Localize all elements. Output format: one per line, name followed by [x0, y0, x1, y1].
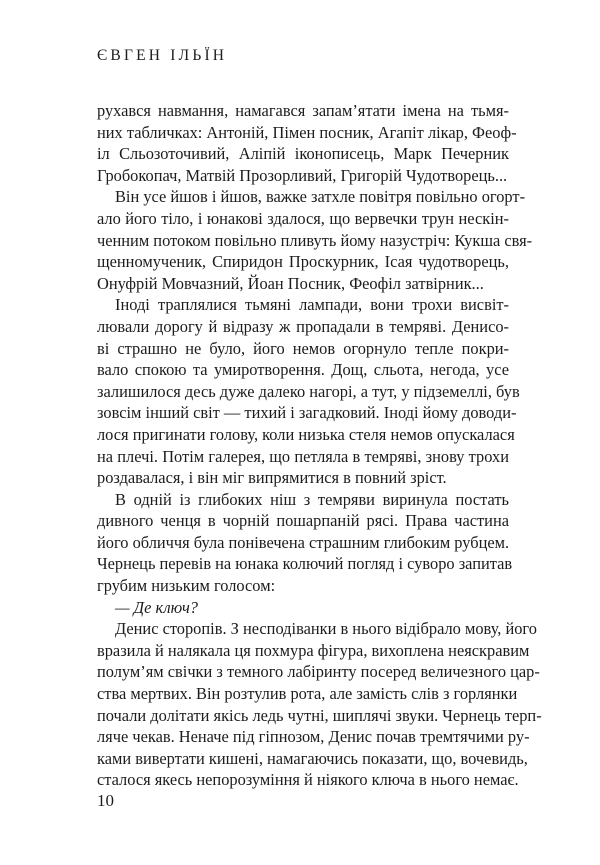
text-line: ства мертвих. Він розтулив рота, але замість слів з горлянки — [97, 684, 518, 704]
paragraph — [97, 489, 513, 597]
text-line: вало спокою та умиротворення. Дощ, сльота, негода, усе — [97, 360, 509, 380]
text-line: Онуфрій Мовчазний, Йоан Посник, Феофіл затвірник... — [97, 273, 484, 293]
text-line: Денис сторопів. З несподіванки в нього відібрало мову, його — [115, 619, 537, 639]
text-line: зовсім інший світ — тихий і загадковий. Іноді йому доводи- — [97, 403, 517, 423]
text-line: Чернець перевів на юнака колючий погляд і суворо запитав — [97, 554, 513, 574]
text-line: сталося якесь непорозуміння й ніякого ключа в нього немає. — [97, 770, 519, 790]
text-line: роздавалася, і він міг випрямитися в повний зріст. — [97, 468, 447, 488]
text-line: вразила й налякала ця похмура фігура, вихоплена неяскравим — [97, 640, 530, 660]
text-line: — Де ключ? — [115, 597, 198, 617]
paragraph — [97, 100, 517, 186]
text-line: ками вивертати кишені, намагаючись показати, що, вочевидь, — [97, 748, 528, 768]
body-text — [97, 100, 542, 791]
text-line: щенномученик, Спиридон Проскурник, Ісая чудотворець, — [97, 252, 509, 272]
text-line: Він усе йшов і йшов, важке затхле повітря повільно огорт- — [115, 187, 526, 207]
text-line: Іноді траплялися тьмяні лампади, вони трохи висвіт- — [115, 295, 509, 315]
text-line: лювали дорогу й відразу ж пропадали в темряві. Денисо- — [97, 316, 509, 336]
text-line: лося пригинати голову, коли низька стеля немов опускалася — [97, 424, 515, 444]
paragraph — [97, 294, 520, 488]
text-line: рухався навмання, намагався запам’ятати імена на тьмя- — [97, 101, 509, 120]
text-line: Гробокопач, Матвій Прозорливий, Григорій Чудотворець... — [97, 165, 508, 185]
text-line: ляче чекав. Неначе під гіпнозом, Денис почав тремтячими ру- — [97, 727, 530, 747]
running-head: ЄВГЕН ІЛЬЇН — [97, 47, 228, 64]
paragraph — [97, 618, 542, 791]
text-line: на плечі. Потім галерея, що петляла в темряві, знову трохи — [97, 446, 509, 466]
page-number: 10 — [97, 791, 114, 810]
text-line: дивного ченця в чорній пошарпаній рясі. Права частина — [97, 511, 509, 531]
text-line: ало його тіло, і юнакові здалося, що вервечки трун нескін- — [97, 208, 509, 228]
text-line: ченним потоком повільно пливуть йому назустріч: Кукша свя- — [97, 230, 533, 250]
text-line: грубим низьким голосом: — [97, 576, 276, 596]
text-line: іл Сльозоточивий, Аліпій іконописець, Марк Печерник — [97, 144, 509, 164]
text-line: них табличках: Антоній, Пімен посник, Агапіт лікар, Феоф- — [97, 122, 517, 142]
text-line: почали долітати якісь ледь чутні, шиплячі звуки. Чернець терп- — [97, 705, 542, 725]
text-line: полум’ям свічки з темного лабіринту посеред величезного цар- — [97, 662, 540, 682]
text-line: залишилося десь дуже далеко нагорі, а тут, у підземеллі, був — [97, 381, 520, 401]
text-line: В одній із глибоких ніш з темряви виринула постать — [115, 489, 509, 509]
dialogue-line — [97, 597, 509, 619]
text-line: ві страшно не було, його немов огорнуло тепле покри- — [97, 338, 509, 358]
text-line: його обличчя була понівечена страшним глибоким рубцем. — [97, 532, 510, 552]
paragraph — [97, 186, 533, 294]
